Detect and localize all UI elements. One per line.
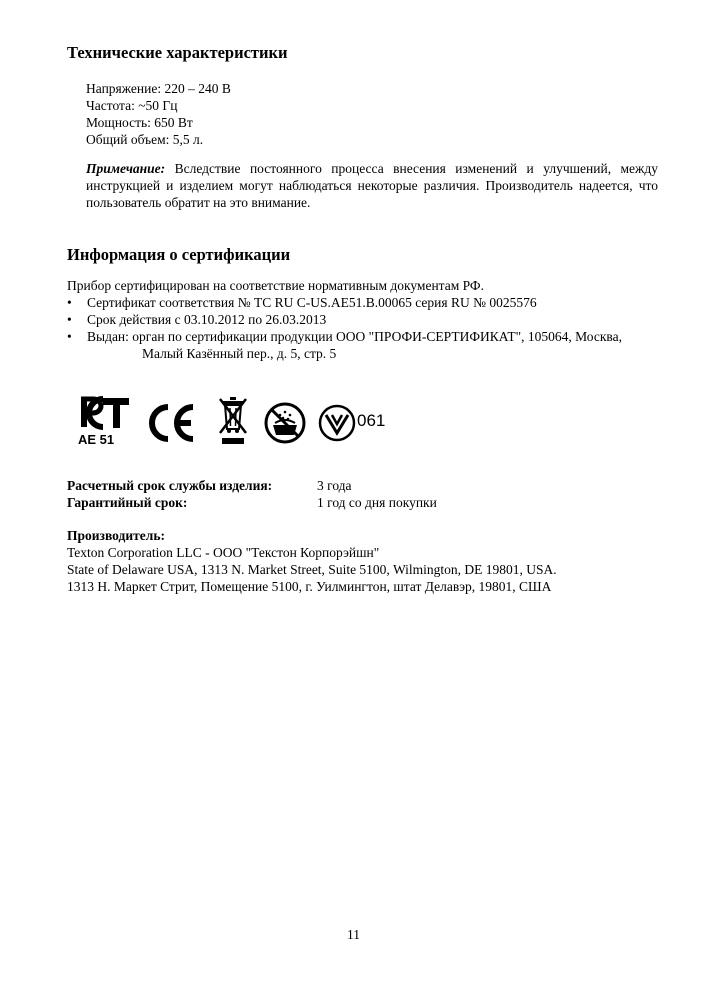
list-item bbox=[67, 328, 667, 345]
spec-volume: Общий объем: 5,5 л. bbox=[86, 132, 204, 147]
spec-frequency: Частота: ~50 Гц bbox=[86, 98, 178, 113]
certificate-issuer: Выдан: орган по сертификации продукции ООО "ПРОФИ-СЕРТИФИКАТ", 105064, Москва, bbox=[87, 329, 622, 344]
specs-list bbox=[86, 80, 231, 148]
list-item bbox=[67, 311, 667, 328]
certification-bullets bbox=[67, 294, 667, 362]
service-terms bbox=[67, 477, 437, 511]
service-life-row bbox=[67, 477, 352, 494]
note-paragraph bbox=[86, 160, 658, 211]
bullet-marker: • bbox=[67, 312, 72, 327]
bullet-marker: • bbox=[67, 295, 72, 310]
note-text: Вследствие постоянного процесса внесения изменений и улучшений, между инструкцией и изделием могут наблюдаться некоторые различия. Производитель надеется, что пользователь обратит на это внимание. bbox=[86, 161, 658, 210]
spec-voltage: Напряжение: 220 – 240 В bbox=[86, 81, 231, 96]
service-life-value: 3 года bbox=[317, 478, 352, 493]
certification-intro: Прибор сертифицирован на соответствие нормативным документам РФ. bbox=[67, 278, 484, 293]
eac-number: 061 bbox=[357, 411, 386, 430]
certificate-number: Сертификат соответствия № ТС RU C-US.AE51.B.00065 серия RU № 0025576 bbox=[87, 295, 537, 310]
certificate-validity: Срок действия с 03.10.2012 по 26.03.2013 bbox=[87, 312, 327, 327]
service-life-label: Расчетный срок службы изделия: bbox=[67, 478, 273, 493]
manufacturer-address-ru: 1313 Н. Маркет Стрит, Помещение 5100, г. Уилмингтон, штат Делавэр, 19801, США bbox=[67, 579, 552, 594]
manufacturer-block bbox=[67, 527, 557, 595]
weee-crossed-bin-icon bbox=[218, 395, 248, 447]
spec-power: Мощность: 650 Вт bbox=[86, 115, 193, 130]
specs-heading: Технические характеристики bbox=[67, 43, 288, 62]
manufacturer-name: Texton Corporation LLC - ООО "Текстон Корпорэйшн" bbox=[67, 545, 380, 560]
note-label: Примечание: bbox=[86, 161, 166, 176]
list-item bbox=[67, 294, 667, 311]
ce-mark-icon bbox=[146, 403, 196, 443]
manufacturer-address-en: State of Delaware USA, 1313 N. Market Street, Suite 5100, Wilmington, DE 19801, USA. bbox=[67, 562, 557, 577]
warranty-row bbox=[67, 494, 437, 511]
certification-marks bbox=[73, 395, 433, 455]
bullet-marker: • bbox=[67, 329, 72, 344]
eac-mark-icon bbox=[317, 403, 357, 443]
rst-certification-icon bbox=[73, 395, 133, 450]
warranty-value: 1 год со дня покупки bbox=[317, 495, 437, 510]
manufacturer-heading: Производитель: bbox=[67, 528, 165, 543]
not-for-dishwasher-icon bbox=[263, 401, 307, 445]
certification-heading: Информация о сертификации bbox=[67, 245, 291, 264]
certificate-issuer-address: Малый Казённый пер., д. 5, стр. 5 bbox=[142, 346, 337, 361]
page-number: 11 bbox=[347, 927, 360, 942]
rst-code: AE 51 bbox=[78, 432, 115, 447]
warranty-label: Гарантийный срок: bbox=[67, 495, 188, 510]
